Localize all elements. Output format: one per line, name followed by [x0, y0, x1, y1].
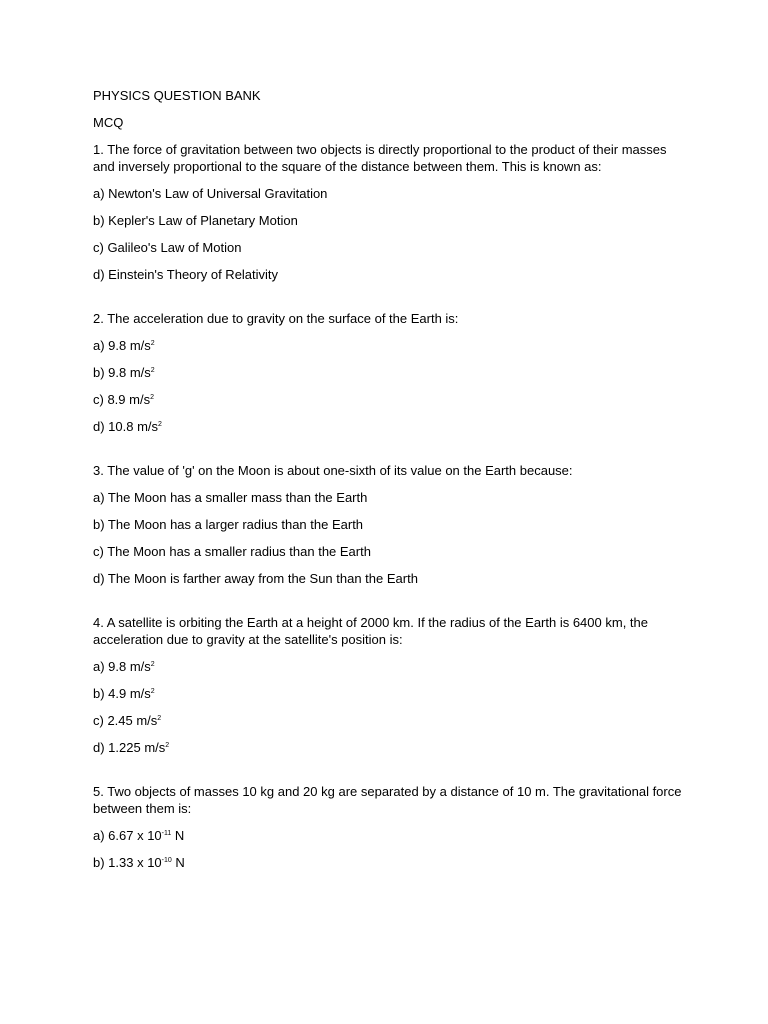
superscript: -10: [161, 857, 172, 864]
option-unit: N: [171, 828, 185, 843]
answer-option: [93, 543, 683, 560]
answer-option: [93, 739, 683, 756]
answer-option: [93, 391, 683, 408]
question-text: 2. The acceleration due to gravity on the surface of the Earth is:: [93, 311, 459, 326]
option-text: b) 1.33 x 10: [93, 855, 162, 870]
answer-option: [93, 516, 683, 533]
option-text: a) 6.67 x 10: [93, 828, 162, 843]
question-block: [93, 783, 683, 871]
superscript: 2: [150, 661, 155, 668]
option-text: c) 8.9 m/s: [93, 392, 151, 407]
option-text: a) Newton's Law of Universal Gravitation: [93, 186, 328, 201]
question-text: 4. A satellite is orbiting the Earth at a height of 2000 km. If the radius of the Earth is 6400 km, the acceleration due to gravity at the satellite's position is:: [93, 615, 648, 647]
document-title: PHYSICS QUESTION BANK: [93, 88, 261, 103]
question-block: [93, 462, 683, 587]
option-text: b) Kepler's Law of Planetary Motion: [93, 213, 298, 228]
question-block: [93, 310, 683, 435]
superscript: 2: [150, 340, 155, 347]
answer-option: [93, 685, 683, 702]
section-label: MCQ: [93, 115, 124, 130]
option-text: a) 9.8 m/s: [93, 659, 151, 674]
answer-option: [93, 827, 683, 844]
question-text: 1. The force of gravitation between two objects is directly proportional to the product of their masses and inversely proportional to the square of the distance between them. This is known as:: [93, 142, 667, 174]
superscript: 2: [158, 421, 162, 428]
answer-option: [93, 418, 683, 435]
option-text: a) The Moon has a smaller mass than the Earth: [93, 490, 368, 505]
answer-option: [93, 570, 683, 587]
superscript: 2: [150, 367, 155, 374]
answer-option: [93, 712, 683, 729]
option-text: b) 4.9 m/s: [93, 686, 151, 701]
question-text: 3. The value of 'g' on the Moon is about one-sixth of its value on the Earth because:: [93, 463, 573, 478]
answer-option: [93, 364, 683, 381]
question-block: [93, 614, 683, 756]
option-text: d) 1.225 m/s: [93, 740, 166, 755]
question-block: [93, 141, 683, 283]
superscript: 2: [150, 688, 155, 695]
answer-option: [93, 266, 683, 283]
option-text: d) The Moon is farther away from the Sun than the Earth: [93, 571, 418, 586]
superscript: -11: [161, 830, 172, 837]
answer-option: [93, 854, 683, 871]
option-text: a) 9.8 m/s: [93, 338, 151, 353]
answer-option: [93, 239, 683, 256]
answer-option: [93, 185, 683, 202]
option-text: c) Galileo's Law of Motion: [93, 240, 242, 255]
document-page: [93, 87, 683, 881]
superscript: 2: [157, 715, 162, 722]
answer-option: [93, 489, 683, 506]
option-unit: N: [171, 855, 185, 870]
answer-option: [93, 212, 683, 229]
answer-option: [93, 658, 683, 675]
question-text: 5. Two objects of masses 10 kg and 20 kg are separated by a distance of 10 m. The gravitational force between them is:: [93, 784, 682, 816]
option-text: d) 10.8 m/s: [93, 419, 159, 434]
answer-option: [93, 337, 683, 354]
superscript: 2: [150, 394, 154, 401]
option-text: c) 2.45 m/s: [93, 713, 158, 728]
option-text: b) 9.8 m/s: [93, 365, 151, 380]
superscript: 2: [165, 742, 170, 749]
option-text: c) The Moon has a smaller radius than the Earth: [93, 544, 371, 559]
option-text: b) The Moon has a larger radius than the Earth: [93, 517, 364, 532]
option-text: d) Einstein's Theory of Relativity: [93, 267, 279, 282]
